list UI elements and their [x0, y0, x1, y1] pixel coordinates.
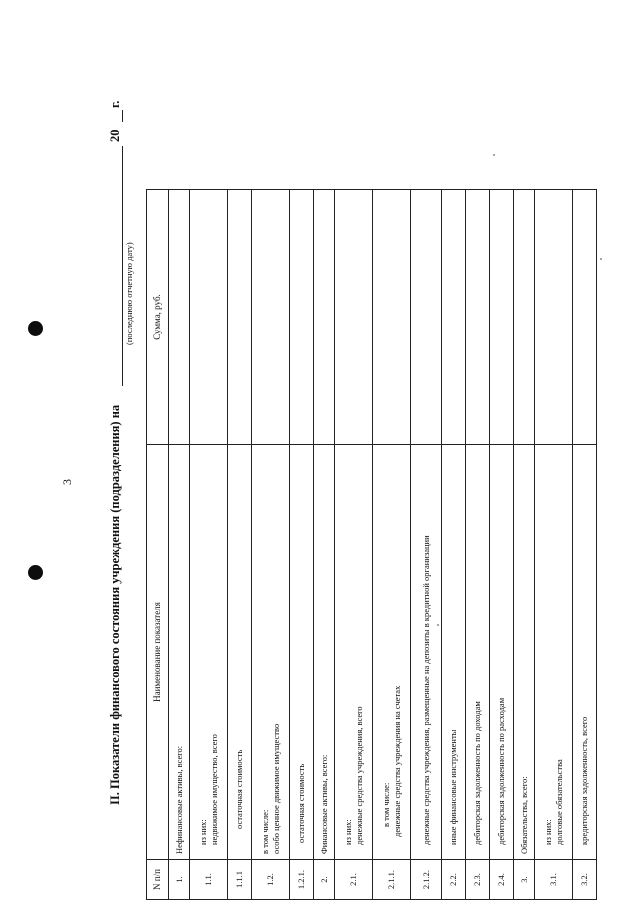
row-sum-cell [442, 190, 466, 445]
row-name-line1: из них: [197, 819, 208, 845]
row-code: 2.1.2. [411, 860, 442, 900]
row-sum-cell [411, 190, 442, 445]
row-name-line1: кредиторская задолженность, всего [579, 716, 590, 845]
year-blank [122, 110, 123, 122]
row-name-line2: денежные средства учреждения на счетах [391, 685, 402, 837]
row-code: 2.2. [442, 860, 466, 900]
financial-indicators-table [146, 189, 597, 900]
table-row [169, 190, 190, 900]
row-name [314, 445, 335, 860]
row-name-line1: остаточная стоимость [296, 763, 307, 843]
row-sum-cell [314, 190, 335, 445]
row-name-line1: остаточная стоимость [234, 749, 245, 829]
table-header-row [147, 190, 169, 900]
table-row [411, 190, 442, 900]
row-sum-cell [466, 190, 490, 445]
row-name [490, 445, 514, 860]
row-code: 2.1.1. [373, 860, 411, 900]
table-row [335, 190, 373, 900]
row-code: 2.1. [335, 860, 373, 900]
row-sum-cell [190, 190, 228, 445]
row-code: 2. [314, 860, 335, 900]
row-name-line1: в том числе: [380, 782, 391, 827]
row-code: 3.1. [535, 860, 573, 900]
table-row [373, 190, 411, 900]
row-name-line1: дебиторская задолженность по расходам [496, 697, 507, 845]
row-sum-cell [514, 190, 535, 445]
row-name-line1: из них: [542, 819, 553, 845]
row-code: 1. [169, 860, 190, 900]
table-row [442, 190, 466, 900]
row-name-line1: Нефинансовые активы, всего: [173, 745, 184, 854]
row-name [228, 445, 252, 860]
row-name [335, 445, 373, 860]
row-name-line1: дебиторская задолженность по доходам [472, 701, 483, 845]
date-hint: (последнюю отчетную дату) [124, 242, 134, 345]
row-sum-cell [573, 190, 597, 445]
year-prefix: 20 [108, 129, 122, 142]
table-row [290, 190, 314, 900]
header-sum: Сумма, руб. [147, 190, 169, 445]
row-name-line1: Финансовые активы, всего: [318, 754, 329, 854]
row-code: 3.2. [573, 860, 597, 900]
row-code: 1.1.1 [228, 860, 252, 900]
table-row [252, 190, 290, 900]
row-name [290, 445, 314, 860]
table-row [514, 190, 535, 900]
header-name: Наименование показателя [147, 445, 169, 860]
table-row [228, 190, 252, 900]
row-name-line2: недвижимое имущество, всего [208, 734, 219, 845]
date-underline [122, 146, 123, 386]
row-sum-cell [490, 190, 514, 445]
row-code: 3. [514, 860, 535, 900]
row-sum-cell [228, 190, 252, 445]
table-row [535, 190, 573, 900]
row-sum-cell [535, 190, 573, 445]
row-name-line1: из них: [342, 819, 353, 845]
row-sum-cell [373, 190, 411, 445]
row-name-line1: в том числе: [259, 809, 270, 854]
row-name [466, 445, 490, 860]
header-code: N п/п [147, 860, 169, 900]
row-name [373, 445, 411, 860]
table-row [190, 190, 228, 900]
row-sum-cell [169, 190, 190, 445]
table-row [314, 190, 335, 900]
page-number: 3 [60, 479, 74, 485]
row-name-line1: Обязательства, всего: [518, 776, 529, 854]
row-name-line1: иные финансовые инструменты [448, 729, 459, 845]
row-name [252, 445, 290, 860]
table-row [490, 190, 514, 900]
row-sum-cell [252, 190, 290, 445]
row-code: 1.2. [252, 860, 290, 900]
row-name [411, 445, 442, 860]
row-name [442, 445, 466, 860]
row-name-line2: долговые обязательства [553, 759, 564, 845]
row-name [573, 445, 597, 860]
row-name [190, 445, 228, 860]
row-sum-cell [290, 190, 314, 445]
row-name [169, 445, 190, 860]
table-row [466, 190, 490, 900]
row-name-line2: денежные средства учреждения, всего [353, 706, 364, 845]
row-sum-cell [335, 190, 373, 445]
row-name [514, 445, 535, 860]
row-name [535, 445, 573, 860]
row-name-line2: особо ценное движимое имущество [270, 723, 281, 854]
table-row [573, 190, 597, 900]
row-code: 1.2.1. [290, 860, 314, 900]
section-title: II. Показатели финансового состояния учреждения (подразделения) на [108, 404, 122, 805]
row-name-line1: денежные средства учреждения, размещенные на депозиты в кредитной организации [420, 535, 431, 845]
row-code: 2.3. [466, 860, 490, 900]
row-code: 2.4. [490, 860, 514, 900]
row-code: 1.1. [190, 860, 228, 900]
year-suffix: г. [108, 100, 122, 108]
